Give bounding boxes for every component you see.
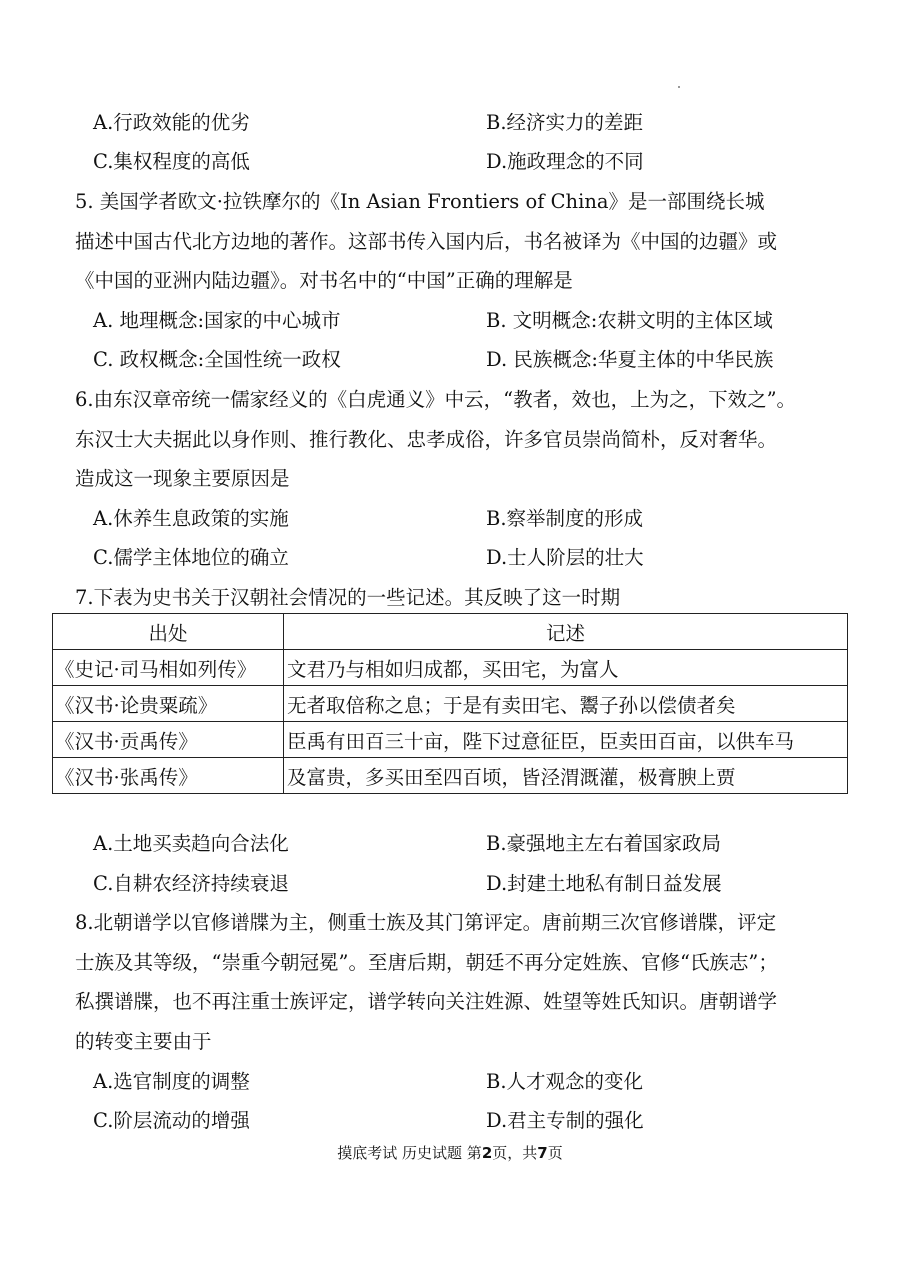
q4-option-a[interactable]: A.行政效能的优劣 [93, 111, 250, 134]
q8-stem-line-1: 8.北朝谱学以官修谱牒为主，侧重士族及其门第评定。唐前期三次官修谱牒，评定 [75, 911, 777, 934]
q8-stem-line-3: 私撰谱牒，也不再注重士族评定，谱学转向关注姓源、姓望等姓氏知识。唐朝谱学 [75, 990, 778, 1013]
footer-suffix: 页 [547, 1144, 563, 1162]
q4-option-d[interactable]: D.施政理念的不同 [486, 150, 644, 173]
q6-stem-line-2: 东汉士大夫据此以身作则、推行教化、忠孝成俗，许多官员崇尚简朴，反对奢华。 [75, 428, 778, 451]
scan-speck [678, 86, 680, 88]
table-cell-source: 《汉书·张禹传》 [53, 758, 284, 794]
table-header-row [53, 614, 848, 650]
q5-option-d[interactable]: D. 民族概念:华夏主体的中华民族 [486, 348, 774, 371]
q5-option-a[interactable]: A. 地理概念:国家的中心城市 [93, 309, 341, 332]
q8-option-d[interactable]: D.君主专制的强化 [486, 1109, 644, 1132]
q8-option-a[interactable]: A.选官制度的调整 [93, 1070, 250, 1093]
q6-option-d[interactable]: D.士人阶层的壮大 [486, 546, 644, 569]
q8-option-b[interactable]: B.人才观念的变化 [486, 1070, 644, 1093]
q5-option-c[interactable]: C. 政权概念:全国性统一政权 [93, 348, 341, 371]
q6-option-a[interactable]: A.休养生息政策的实施 [93, 507, 289, 530]
q7-option-d[interactable]: D.封建土地私有制日益发展 [486, 872, 722, 895]
table-cell-record: 及富贵，多买田至四百顷，皆泾渭溉灌，极膏腴上贾 [284, 758, 848, 794]
table-header-record: 记述 [284, 614, 848, 650]
q6-stem-line-1: 6.由东汉章帝统一儒家经义的《白虎通义》中云，“教者，效也，上为之，下效之”。 [75, 388, 797, 411]
q5-stem-line-2: 描述中国古代北方边地的著作。这部书传入国内后，书名被译为《中国的边疆》或 [75, 230, 778, 253]
table-cell-source: 《汉书·论贵粟疏》 [53, 686, 284, 722]
table-row [53, 758, 848, 794]
table-cell-source: 《汉书·贡禹传》 [53, 722, 284, 758]
q4-option-b[interactable]: B.经济实力的差距 [486, 111, 644, 134]
q4-option-c[interactable]: C.集权程度的高低 [93, 150, 250, 173]
q8-stem-line-2: 士族及其等级，“崇重今朝冠冕”。至唐后期，朝廷不再分定姓族、官修“氏族志”； [75, 951, 778, 974]
table-header-source: 出处 [53, 614, 284, 650]
footer-prefix: 摸底考试 历史试题 第 [337, 1144, 482, 1162]
q7-stem: 7.下表为史书关于汉朝社会情况的一些记述。其反映了这一时期 [75, 586, 621, 609]
table-row [53, 686, 848, 722]
q7-option-a[interactable]: A.土地买卖趋向合法化 [93, 832, 289, 855]
q8-option-c[interactable]: C.阶层流动的增强 [93, 1109, 250, 1132]
q6-option-c[interactable]: C.儒学主体地位的确立 [93, 546, 289, 569]
table-cell-record: 臣禹有田百三十亩，陛下过意征臣，臣卖田百亩，以供车马 [284, 722, 848, 758]
q7-option-c[interactable]: C.自耕农经济持续衰退 [93, 872, 289, 895]
page-footer [0, 1142, 900, 1164]
q5-option-b[interactable]: B. 文明概念:农耕文明的主体区域 [486, 309, 773, 332]
footer-mid: 页，共 [492, 1144, 538, 1162]
q6-option-b[interactable]: B.察举制度的形成 [486, 507, 644, 530]
q7-option-b[interactable]: B.豪强地主左右着国家政局 [486, 832, 722, 855]
q6-stem-line-3: 造成这一现象主要原因是 [75, 467, 290, 490]
footer-page-number: 2 [481, 1144, 493, 1162]
q7-source-table [52, 613, 848, 794]
table-cell-source: 《史记·司马相如列传》 [53, 650, 284, 686]
table-cell-record: 文君乃与相如归成都，买田宅，为富人 [284, 650, 848, 686]
q5-stem-line-1: 5. 美国学者欧文·拉铁摩尔的《In Asian Frontiers of China》是一部围绕长城 [75, 190, 765, 213]
q8-stem-line-4: 的转变主要由于 [75, 1030, 212, 1053]
footer-total-pages: 7 [537, 1144, 548, 1162]
table-row [53, 650, 848, 686]
table-row [53, 722, 848, 758]
q5-stem-line-3: 《中国的亚洲内陆边疆》。对书名中的“中国”正确的理解是 [75, 269, 573, 292]
table-cell-record: 无者取倍称之息；于是有卖田宅、鬻子孙以偿债者矣 [284, 686, 848, 722]
